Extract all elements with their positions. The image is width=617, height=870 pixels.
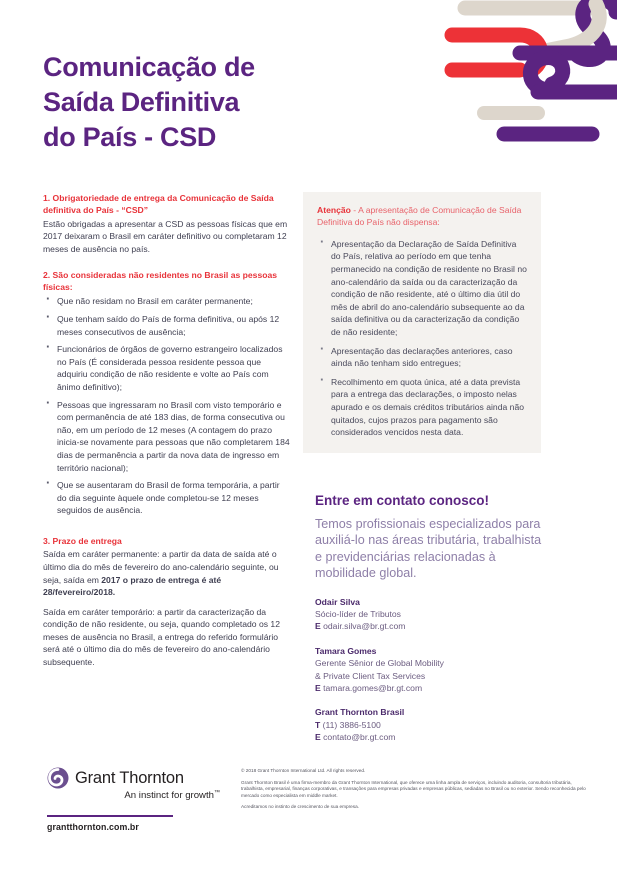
title-line-1: Comunicação de (43, 52, 255, 82)
attention-heading (317, 204, 527, 229)
list-item: · Recolhimento em quota única, até a data prevista para a entrega das declarações, o imposto nelas apurado e os demais créditos tributários ainda não quitados, cujos prazos para pagamento são considerados vencidos nesta data. (317, 376, 527, 439)
section-2-bullet-list (43, 295, 291, 517)
contact-email[interactable]: tamara.gomes@br.gt.com (323, 683, 423, 694)
list-item: · Apresentação das declarações anteriores, caso ainda não tenham sido entregues; (317, 345, 527, 370)
section-3-heading: 3. Prazo de entrega (43, 535, 122, 546)
footer-divider (47, 815, 173, 817)
contact-name: Odair Silva (315, 596, 360, 607)
attention-bullet-list (317, 238, 527, 439)
email-label: E (315, 732, 321, 743)
email-label: E (315, 621, 321, 632)
page-title (43, 50, 383, 155)
grant-thornton-logo (47, 767, 222, 832)
contact-role-2: & Private Client Tax Services (315, 670, 426, 681)
trademark-symbol: ™ (214, 790, 220, 796)
grant-thornton-swirl-icon (47, 767, 69, 789)
section-3-deadline-emphasis: 2017 o prazo de entrega é até 28/fevereiro/2018. (43, 574, 222, 598)
contact-name: Tamara Gomes (315, 645, 377, 656)
document-footer (0, 762, 617, 870)
copyright-line: © 2018 Grant Thornton International Ltd. All rights reserved. (241, 768, 366, 773)
contact-email-row (315, 620, 547, 632)
section-1-heading: 1. Obrigatoriedade de entrega da Comunicação de Saída definitiva do País - “CSD” (43, 193, 274, 216)
section-obrigatoriedade (43, 192, 291, 256)
section-prazo-de-entrega (43, 535, 291, 669)
attention-panel (303, 192, 541, 453)
legal-paragraph: Grant Thornton Brasil é uma firma-membro da Grant Thornton International, que oferece uma linha ampla de serviços, incluindo auditoria, consultoria tributária, trabalhista, empresarial, finanças corporativas, e transações para empresas privadas e empresas públicas, sediadas no Brasil ou no exterior. Sendo reconhecida pelo mercado como especialista em middle market. (241, 779, 586, 798)
website-url[interactable]: grantthornton.com.br (47, 821, 139, 832)
contact-email-row (315, 731, 547, 743)
contact-person (315, 596, 547, 633)
spacer (43, 256, 291, 269)
contact-organization (315, 706, 547, 743)
section-nao-residentes (43, 269, 291, 517)
contact-phone[interactable]: (11) 3886-5100 (322, 719, 381, 730)
section-3-para-1 (43, 548, 291, 598)
list-item: · Apresentação da Declaração de Saída Definitiva do País, relativa ao período em que tenha permanecido na condição de residente no Brasil no ano-calendário da saída ou da caracterização da condição de não residente, até o último dia útil do mês de abril do ano-calendário subsequente ao da saída definitiva ou da caracterização da condição de não residente; (317, 238, 527, 339)
contact-email[interactable]: contato@br.gt.com (323, 732, 396, 743)
list-item: · Que tenham saído do País de forma definitiva, ou após 12 meses consecutivos de ausência; (43, 313, 291, 338)
list-item: · Funcionários de órgãos de governo estrangeiro localizados no País (É considerada pessoa residente pessoa que adquiriu condição de não residente e volte ao País com ânimo definitivo); (43, 343, 291, 393)
section-3-para-2: Saída em caráter temporário: a partir da caracterização da condição de não residente, ou seja, quando completado os 12 meses de ausência no Brasil, a entrega do referido formulário será até o último dia do mês de fevereiro do ano-calendário subsequente. (43, 606, 280, 668)
attention-label: Atenção (317, 205, 351, 215)
contact-person (315, 645, 547, 695)
spacer (43, 522, 291, 535)
contact-intro: Temos profissionais especializados para auxiliá-lo nas áreas tributária, trabalhista e previdenciárias relacionadas à mobilidade global. (315, 517, 542, 581)
contact-email[interactable]: odair.silva@br.gt.com (323, 621, 406, 632)
contact-title: Entre em contato conosco! (315, 493, 490, 508)
legal-disclaimer (241, 768, 591, 811)
list-item: · Que se ausentaram do Brasil de forma temporária, a partir do dia seguinte àquele onde completou-se 12 meses seguidos de ausência. (43, 479, 291, 517)
section-3-para-1-text: Saída em caráter permanente: a partir da data de saída até o último dia do mês de fevereiro do ano-calendário seguinte, ou seja, saída em (43, 549, 279, 585)
section-2-heading: 2. São consideradas não residentes no Brasil as pessoas físicas: (43, 269, 278, 292)
organization-name: Grant Thornton Brasil (315, 707, 405, 718)
section-1-body: Estão obrigadas a apresentar a CSD as pessoas físicas que em 2017 deixaram o Brasil em caráter definitivo ou completaram 12 meses de ausência no país. (43, 218, 288, 254)
logo-row (47, 767, 222, 789)
brand-ribbon-graphic (420, 0, 617, 180)
logo-wordmark: Grant Thornton (75, 768, 184, 787)
title-line-2: Saída Definitiva (43, 87, 240, 117)
logo-tagline-text: An instinct for growth (124, 790, 214, 802)
legal-closing: Acreditamos no instinto de crescimento de sua empresa. (241, 804, 360, 810)
contact-role: Sócio-líder de Tributos (315, 609, 401, 620)
contact-email-row (315, 682, 547, 694)
list-item: · Pessoas que ingressaram no Brasil com visto temporário e com permanência de até 183 dias, de forma consecutiva ou não, em um período de 12 meses (A contagem do prazo inicia-se novamente para pessoas que não completarem 184 dias de permanência a partir da nova data de ingresso em território nacional); (43, 399, 291, 475)
attention-heading-rest: - A apresentação de Comunicação de Saída Definitiva do País não dispensa: (317, 205, 522, 228)
contact-phone-row (315, 719, 547, 731)
document-header (0, 0, 617, 192)
title-line-3: do País - CSD (43, 122, 217, 152)
phone-label: T (315, 719, 321, 730)
contact-section (315, 492, 547, 756)
list-item: · Que não residam no Brasil em caráter permanente; (43, 295, 291, 308)
logo-tagline (47, 790, 222, 801)
spacer (43, 599, 291, 606)
contact-role: Gerente Sênior de Global Mobility (315, 658, 444, 669)
left-column (43, 192, 291, 669)
email-label: E (315, 683, 321, 694)
